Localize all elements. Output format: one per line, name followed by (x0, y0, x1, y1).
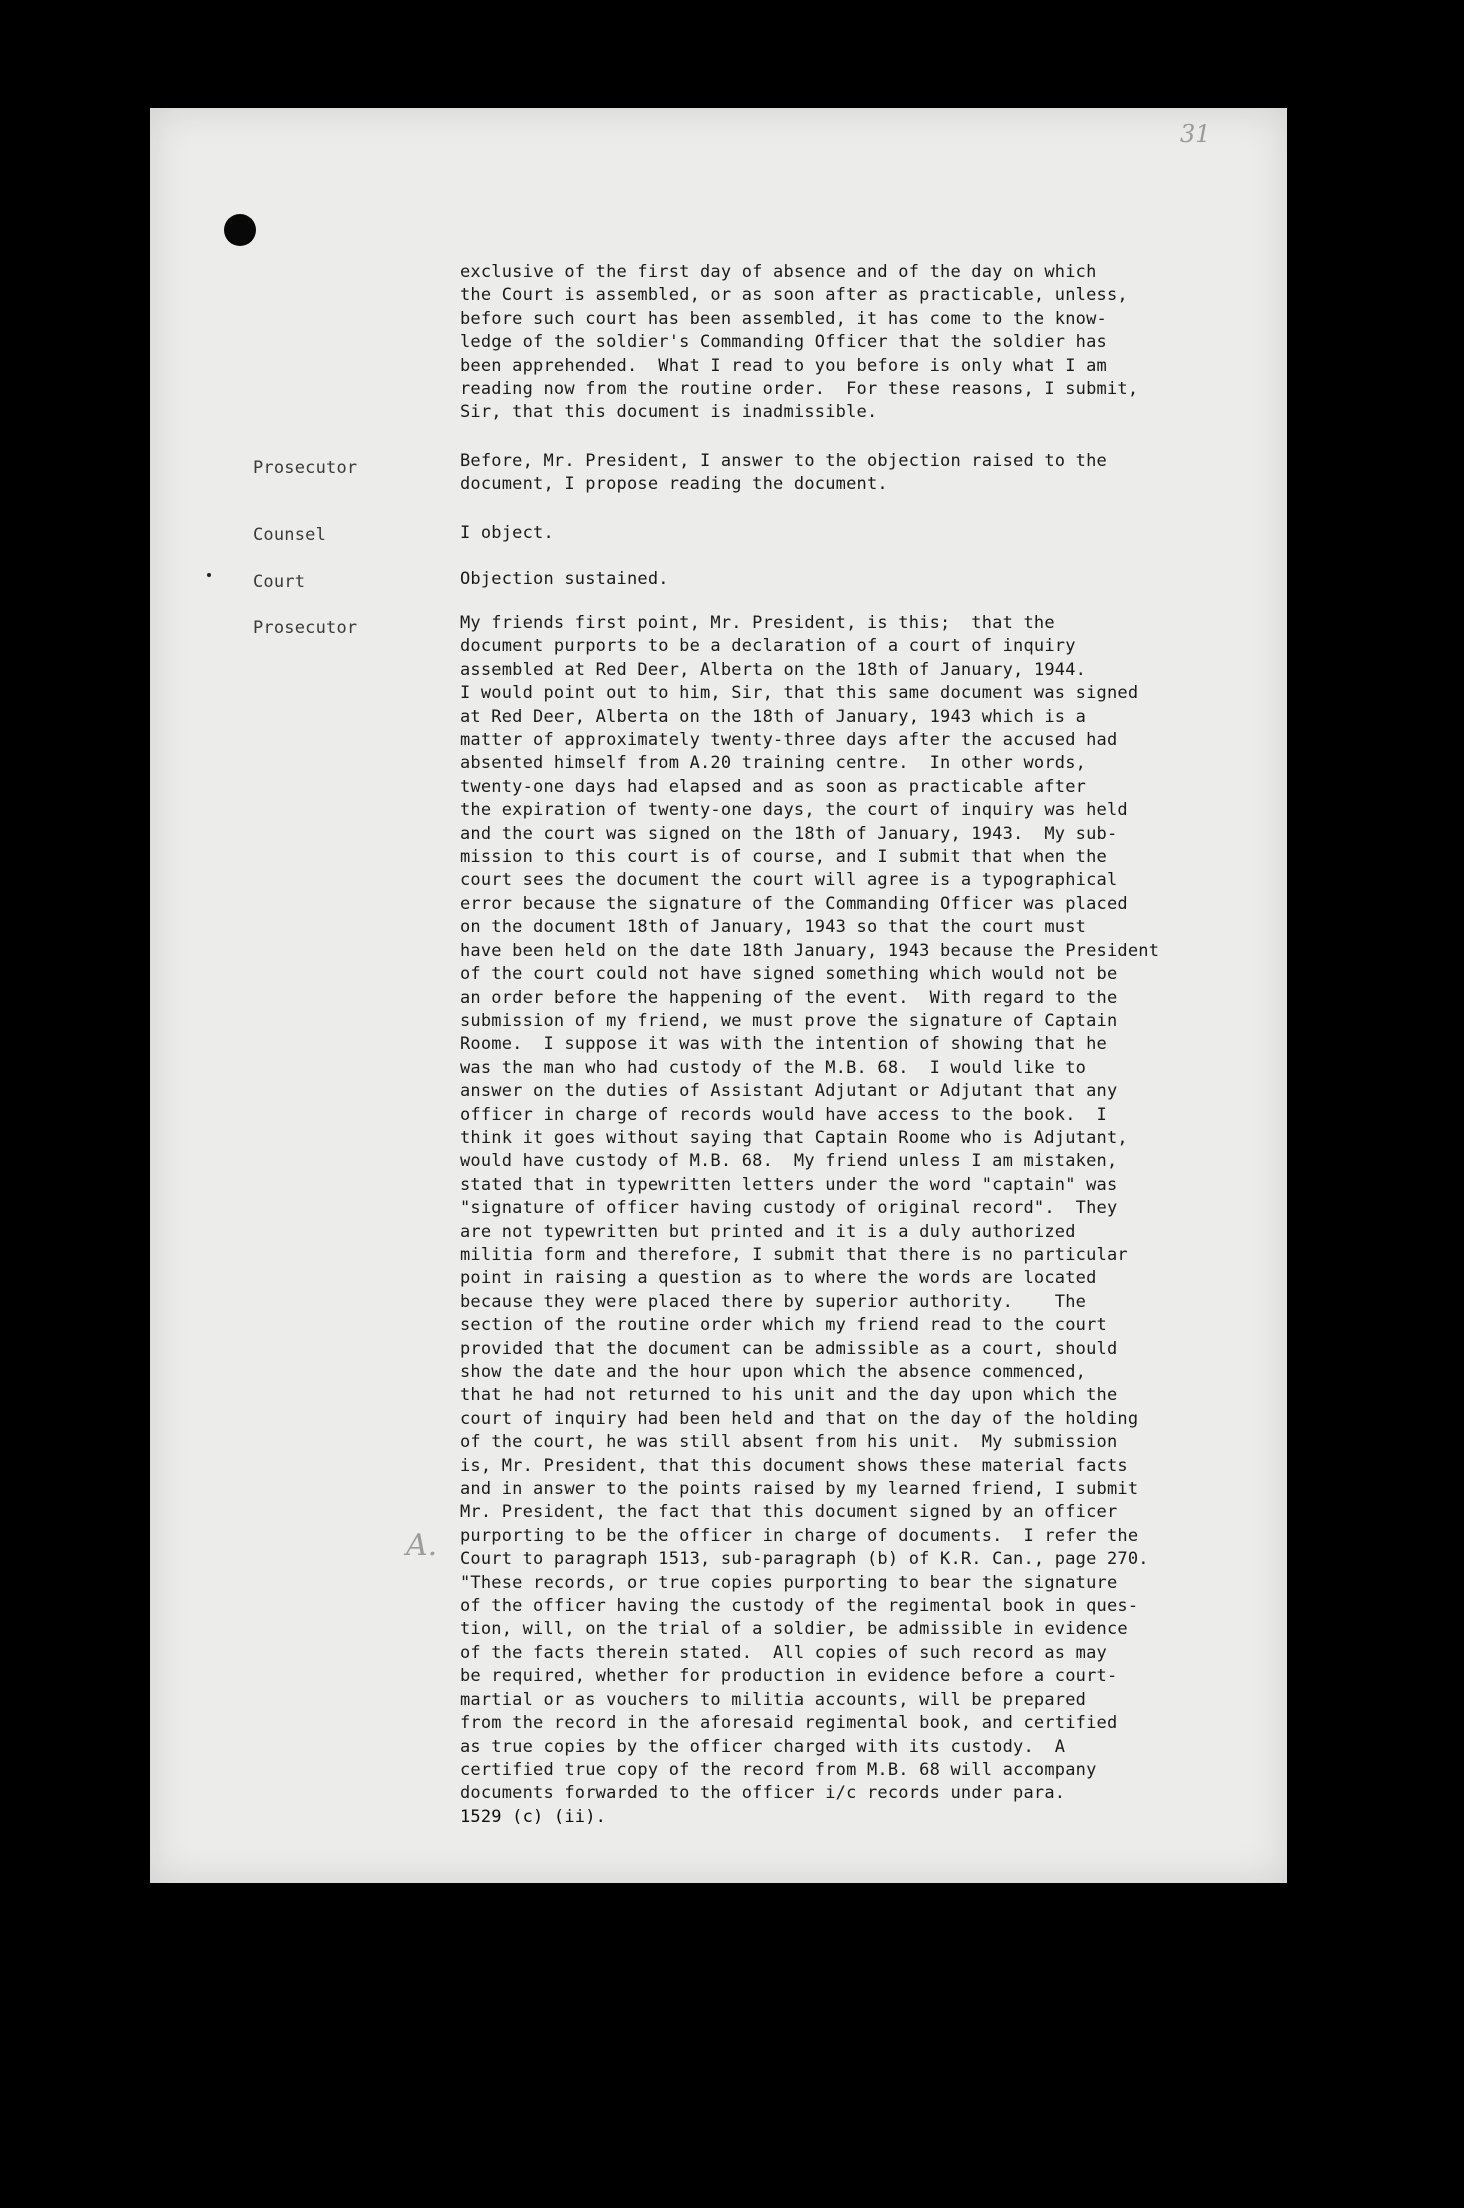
text-line: show the date and the hour upon which the absence commenced, (460, 1362, 1087, 1382)
text-line: Mr. President, the fact that this document signed by an officer (460, 1502, 1118, 1523)
text-line: the Court is assembled, or as soon after as practicable, unless, (460, 285, 1128, 306)
text-line: matter of approximately twenty-three days after the accused had (460, 730, 1118, 751)
text-line: certified true copy of the record from M.B. 68 will accompany (460, 1759, 1097, 1780)
text-line: of the court, he was still absent from his unit. My submission (460, 1432, 1118, 1453)
text-line: I would point out to him, Sir, that this same document was signed (460, 683, 1139, 704)
text-line: purporting to be the officer in charge of documents. I refer the (460, 1525, 1139, 1546)
text-line: assembled at Red Deer, Alberta on the 18th of January, 1944. (460, 659, 1087, 680)
text-line: are not typewritten but printed and it is a duly authorized (460, 1221, 1076, 1242)
speech-paragraph (460, 612, 1159, 1829)
text-line: been apprehended. What I read to you before is only what I am (460, 355, 1107, 376)
text-line: submission of my friend, we must prove the signature of Captain (460, 1010, 1118, 1031)
speaker-label: Court (253, 572, 306, 592)
text-line: martial or as vouchers to militia accounts, will be prepared (460, 1689, 1087, 1710)
text-line: of the officer having the custody of the regimental book in ques- (460, 1596, 1139, 1617)
text-line: Before, Mr. President, I answer to the objection raised to the (460, 451, 1107, 471)
text-line: before such court has been assembled, it has come to the know- (460, 308, 1107, 329)
text-line: and the court was signed on the 18th of January, 1943. My sub- (460, 823, 1118, 844)
text-line: absented himself from A.20 training centre. In other words, (460, 753, 1087, 774)
text-line: My friends first point, Mr. President, is this; that the (460, 613, 1055, 633)
margin-annotation: A. (406, 1528, 438, 1563)
text-line: mission to this court is of course, and I submit that when the (460, 847, 1107, 868)
text-line: think it goes without saying that Captain Roome who is Adjutant, (460, 1127, 1128, 1148)
text-line: error because the signature of the Commanding Officer was placed (460, 893, 1128, 914)
text-line: is, Mr. President, that this document shows these material facts (460, 1455, 1128, 1476)
punch-hole (224, 214, 256, 246)
text-line: as true copies by the officer charged with its custody. A (460, 1736, 1066, 1757)
speaker-label: Prosecutor (253, 458, 358, 478)
text-line: section of the routine order which my friend read to the court (460, 1315, 1107, 1336)
text-line: court sees the document the court will agree is a typographical (460, 870, 1118, 891)
text-line: that he had not returned to his unit and the day upon which the (460, 1385, 1118, 1406)
speaker-label: Counsel (253, 525, 327, 545)
text-line: because they were placed there by superior authority. The (460, 1291, 1087, 1312)
text-line: I object. (460, 523, 554, 543)
text-line: from the record in the aforesaid regimental book, and certified (460, 1713, 1118, 1734)
speech-paragraph (460, 522, 554, 545)
text-line: ledge of the soldier's Commanding Officer that the soldier has (460, 332, 1107, 353)
text-line: and in answer to the points raised by my learned friend, I submit (460, 1479, 1139, 1500)
text-line: on the document 18th of January, 1943 so that the court must (460, 917, 1087, 938)
stray-mark (207, 573, 211, 577)
text-line: Sir, that this document is inadmissible. (460, 402, 878, 423)
text-line: exclusive of the first day of absence and of the day on which (460, 262, 1097, 282)
text-line: provided that the document can be admissible as a court, should (460, 1338, 1118, 1359)
text-line: militia form and therefore, I submit that there is no particular (460, 1244, 1128, 1265)
speech-paragraph (460, 568, 669, 591)
speaker-label: Prosecutor (253, 618, 358, 638)
text-line: Court to paragraph 1513, sub-paragraph (b) of K.R. Can., page 270. (460, 1549, 1149, 1570)
text-line: document purports to be a declaration of a court of inquiry (460, 636, 1076, 657)
text-line: twenty-one days had elapsed and as soon as practicable after (460, 776, 1087, 797)
text-line: court of inquiry had been held and that on the day of the holding (460, 1408, 1139, 1429)
text-line: officer in charge of records would have access to the book. I (460, 1104, 1107, 1125)
text-line: "These records, or true copies purporting to bear the signature (460, 1572, 1118, 1593)
text-line: "signature of officer having custody of original record". They (460, 1198, 1118, 1219)
text-line: have been held on the date 18th January, 1943 because the President (460, 940, 1160, 961)
text-line: was the man who had custody of the M.B. 68. I would like to (460, 1057, 1087, 1078)
text-line: reading now from the routine order. For these reasons, I submit, (460, 379, 1139, 400)
text-line: an order before the happening of the event. With regard to the (460, 987, 1118, 1008)
text-line: of the facts therein stated. All copies of such record as may (460, 1642, 1107, 1663)
continuation-paragraph (460, 261, 1138, 425)
text-line: documents forwarded to the officer i/c records under para. (460, 1783, 1066, 1804)
text-line: at Red Deer, Alberta on the 18th of January, 1943 which is a (460, 706, 1087, 727)
text-line: answer on the duties of Assistant Adjutant or Adjutant that any (460, 1081, 1118, 1102)
text-line: document, I propose reading the document. (460, 474, 888, 495)
text-line: stated that in typewritten letters under the word "captain" was (460, 1174, 1118, 1195)
text-line: be required, whether for production in evidence before a court- (460, 1666, 1118, 1687)
page-number: 31 (1180, 120, 1211, 148)
text-line: Objection sustained. (460, 569, 669, 589)
text-line: of the court could not have signed something which would not be (460, 964, 1118, 985)
text-line: Roome. I suppose it was with the intention of showing that he (460, 1034, 1107, 1055)
text-line: the expiration of twenty-one days, the court of inquiry was held (460, 800, 1128, 821)
speech-paragraph (460, 450, 1107, 497)
text-line: point in raising a question as to where the words are located (460, 1268, 1097, 1289)
text-line: 1529 (c) (ii). (460, 1806, 607, 1827)
document-page (150, 108, 1287, 1883)
text-line: tion, will, on the trial of a soldier, be admissible in evidence (460, 1619, 1128, 1640)
text-line: would have custody of M.B. 68. My friend unless I am mistaken, (460, 1151, 1118, 1172)
